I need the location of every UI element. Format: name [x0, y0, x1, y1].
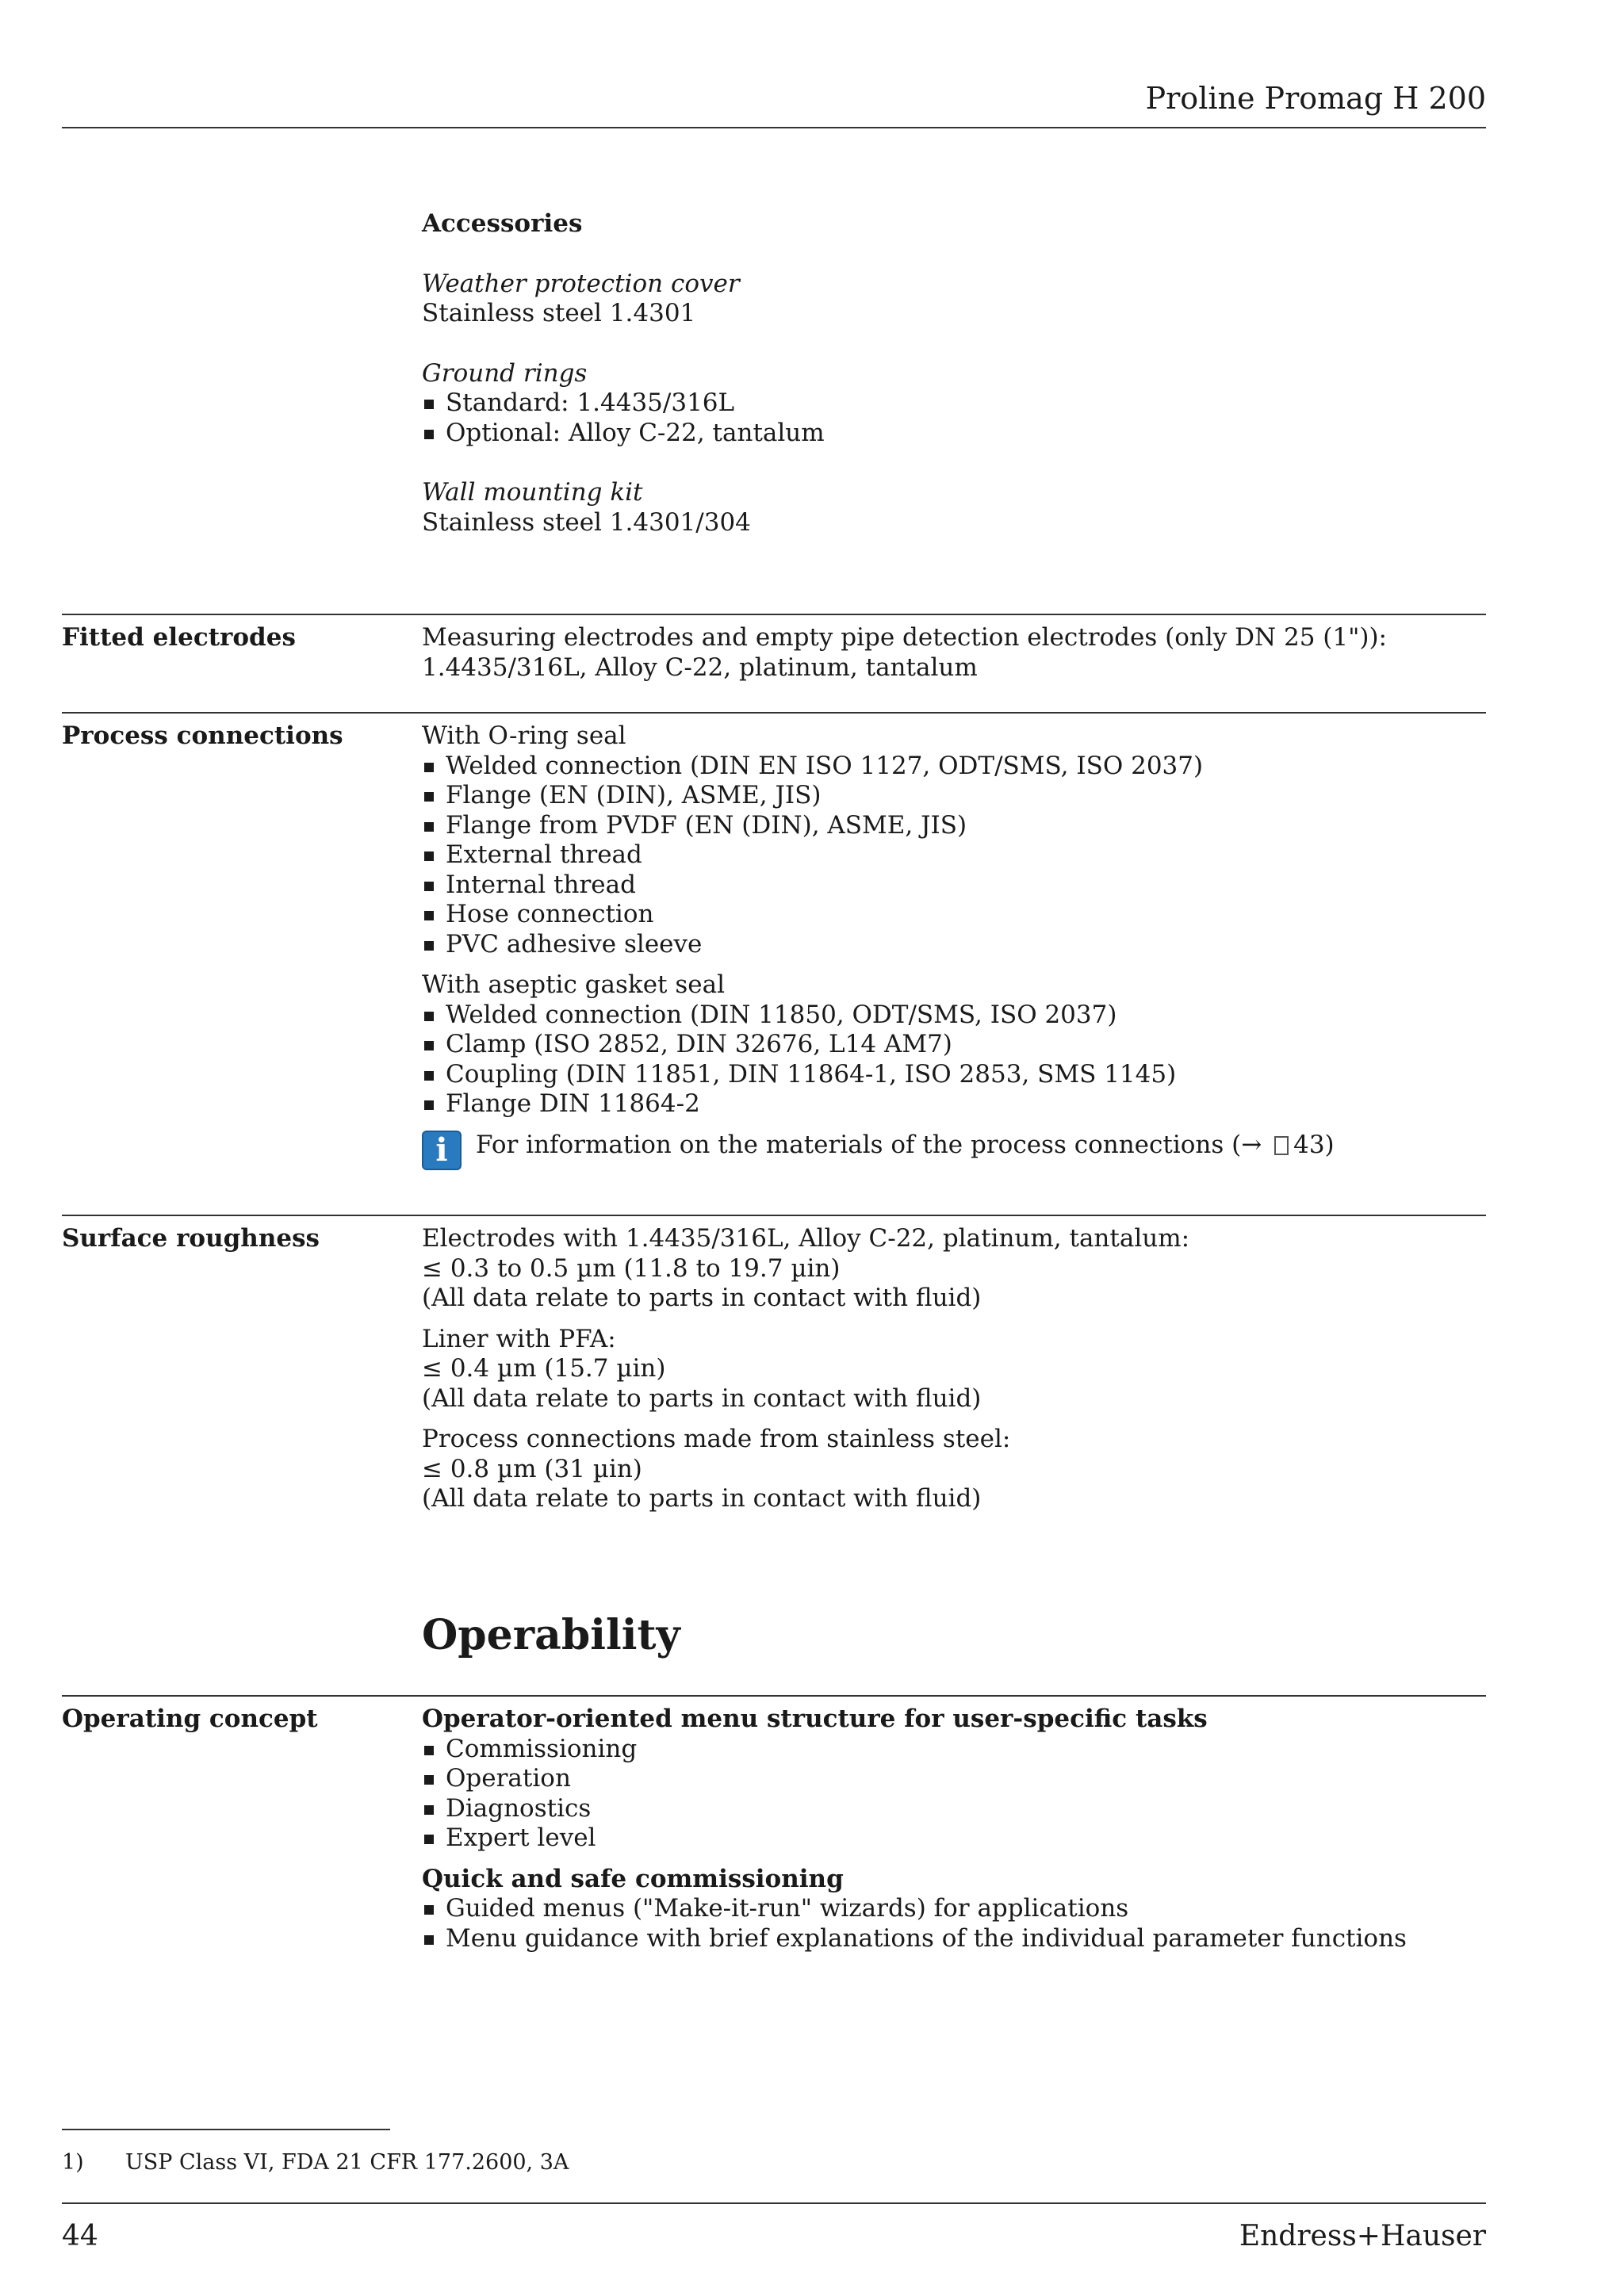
section-content — [422, 1705, 1486, 1954]
list-item: Optional: Alloy C-22, tantalum — [422, 419, 1486, 449]
weather-cover-material: Stainless steel 1.4301 — [422, 299, 696, 327]
text-line: Quick and safe commissioning — [422, 1864, 844, 1893]
section-label: Operating concept — [62, 1705, 318, 1733]
quick-list — [422, 1894, 1486, 1954]
text-line: (All data relate to parts in contact with fluid) — [422, 1284, 982, 1312]
page-reference-icon — [1274, 1136, 1289, 1155]
header-rule — [62, 127, 1486, 128]
section-rule — [62, 712, 1486, 714]
list-item: Coupling (DIN 11851, DIN 11864-1, ISO 2853, SMS 1145) — [422, 1060, 1486, 1090]
wall-mount-subhead: Wall mounting kit — [422, 478, 643, 507]
ground-rings-subhead: Ground rings — [422, 358, 588, 388]
text-line: With aseptic gasket seal — [422, 970, 726, 999]
aseptic-list — [422, 1001, 1486, 1119]
section-rule — [62, 1215, 1486, 1216]
text-line: Process connections made from stainless steel: — [422, 1425, 1011, 1453]
section-rule — [62, 614, 1486, 615]
text-line: Measuring electrodes and empty pipe detection electrodes (only DN 25 (1")): — [422, 623, 1387, 652]
list-item: Internal thread — [422, 871, 1486, 901]
list-item: Flange (EN (DIN), ASME, JIS) — [422, 781, 1486, 811]
list-item: Commissioning — [422, 1735, 1486, 1765]
list-item: Operation — [422, 1764, 1486, 1794]
header-title: Proline Promag H 200 — [1145, 81, 1486, 116]
list-item: External thread — [422, 840, 1486, 871]
text-line: 1.4435/316L, Alloy C-22, platinum, tantalum — [422, 652, 978, 682]
text-line: Operator-oriented menu structure for user-specific tasks — [422, 1705, 1208, 1733]
list-item: Menu guidance with brief explanations of the individual parameter functions — [422, 1924, 1486, 1954]
page-number: 44 — [62, 2220, 98, 2252]
list-item: PVC adhesive sleeve — [422, 930, 1486, 960]
section-label: Process connections — [62, 721, 343, 750]
info-note — [422, 1131, 1486, 1170]
text-line: (All data relate to parts in contact with fluid) — [422, 1383, 982, 1413]
section-label: Fitted electrodes — [62, 623, 296, 652]
footnote-text: USP Class VI, FDA 21 CFR 177.2600, 3A — [125, 2150, 569, 2175]
ground-rings-list — [422, 388, 1486, 448]
info-text-open: (→ — [1231, 1130, 1262, 1159]
list-item: Clamp (ISO 2852, DIN 32676, L14 AM7) — [422, 1030, 1486, 1060]
list-item: Welded connection (DIN EN ISO 1127, ODT/SMS, ISO 2037) — [422, 752, 1486, 782]
list-item: Flange DIN 11864-2 — [422, 1089, 1486, 1119]
footnote-rule — [62, 2129, 390, 2130]
info-text — [476, 1131, 1335, 1161]
footnote — [62, 2150, 569, 2175]
info-icon: i — [422, 1131, 462, 1170]
weather-cover-subhead: Weather protection cover — [422, 269, 740, 298]
list-item: Welded connection (DIN 11850, ODT/SMS, ISO 2037) — [422, 1001, 1486, 1031]
page-ref-link[interactable]: 43 — [1293, 1130, 1325, 1159]
wall-mount-material: Stainless steel 1.4301/304 — [422, 507, 751, 537]
list-item: Hose connection — [422, 900, 1486, 930]
text-line: ≤ 0.4 µm (15.7 µin) — [422, 1354, 666, 1383]
section-content — [422, 721, 1486, 1170]
text-line: Electrodes with 1.4435/316L, Alloy C-22, platinum, tantalum: — [422, 1224, 1190, 1253]
text-line: With O-ring seal — [422, 721, 626, 750]
footer-brand: Endress+Hauser — [1239, 2220, 1486, 2252]
oring-list — [422, 752, 1486, 960]
info-text-body: For information on the materials of the process connections — [476, 1130, 1224, 1159]
text-line: (All data relate to parts in contact with fluid) — [422, 1484, 982, 1513]
menu-list — [422, 1735, 1486, 1854]
list-item: Standard: 1.4435/316L — [422, 388, 1486, 419]
footnote-number: 1) — [62, 2150, 84, 2175]
section-content — [422, 1224, 1486, 1514]
accessories-block — [422, 209, 1486, 538]
section-label: Surface roughness — [62, 1224, 320, 1253]
info-text-close: ) — [1324, 1130, 1335, 1159]
list-item: Flange from PVDF (EN (DIN), ASME, JIS) — [422, 811, 1486, 841]
operability-heading: Operability — [422, 1611, 680, 1659]
text-line: ≤ 0.3 to 0.5 µm (11.8 to 19.7 µin) — [422, 1253, 841, 1283]
list-item: Diagnostics — [422, 1794, 1486, 1824]
list-item: Expert level — [422, 1823, 1486, 1854]
accessories-heading: Accessories — [422, 209, 583, 238]
text-line: ≤ 0.8 µm (31 µin) — [422, 1454, 642, 1483]
list-item: Guided menus ("Make-it-run" wizards) for applications — [422, 1894, 1486, 1924]
footer-rule — [62, 2202, 1486, 2204]
section-rule — [62, 1695, 1486, 1697]
section-content — [422, 623, 1486, 683]
text-line: Liner with PFA: — [422, 1324, 616, 1353]
